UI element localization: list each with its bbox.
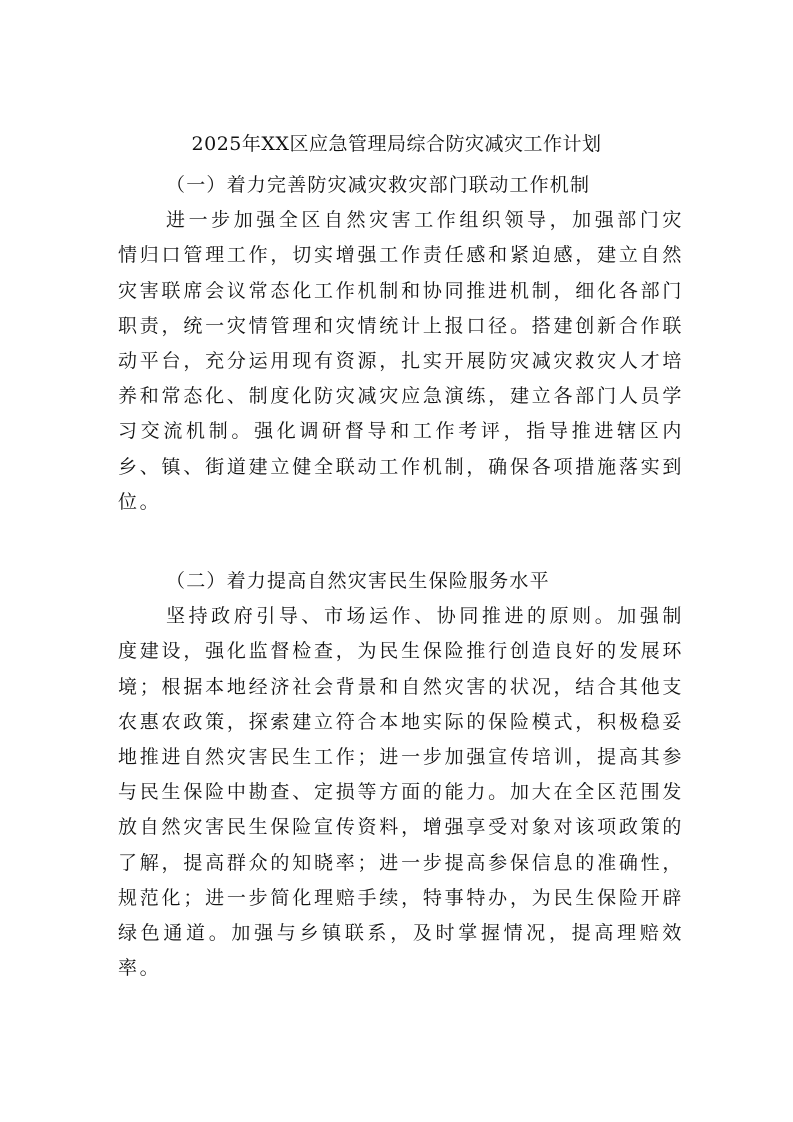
section-2-heading: （二）着力提高自然灾害民生保险服务水平 <box>166 570 550 592</box>
section-2 <box>118 564 684 986</box>
document-title: 2025年XX区应急管理局综合防灾减灾工作计划 <box>191 133 602 155</box>
section-2-paragraph: 坚持政府引导、市场运作、协同推进的原则。加强制度建设，强化监督检查，为民生保险推行创造良好的发展环境；根据本地经济社会背景和自然灾害的状况，结合其他支农惠农政策，探索建立符合本地实际的保险模式，积极稳妥地推进自然灾害民生工作；进一步加强宣传培训，提高其参与民生保险中勘查、定损等方面的能力。加大在全区范围发放自然灾害民生保险宣传资料，增强享受对象对该项政策的了解，提高群众的知晓率；进一步提高参保信息的准确性，规范化；进一步简化理赔手续，特事特办，为民生保险开辟绿色通道。加强与乡镇联系，及时掌握情况，提高理赔效率。 <box>118 605 684 980</box>
section-1-heading: （一）着力完善防灾减灾救灾部门联动工作机制 <box>166 174 591 196</box>
section-1 <box>118 168 684 520</box>
section-1-paragraph: 进一步加强全区自然灾害工作组织领导，加强部门灾情归口管理工作，切实增强工作责任感和紧迫感，建立自然灾害联席会议常态化工作机制和协同推进机制，细化各部门职责，统一灾情管理和灾情统计上报口径。搭建创新合作联动平台，充分运用现有资源，扎实开展防灾减灾救灾人才培养和常态化、制度化防灾减灾应急演练，建立各部门人员学习交流机制。强化调研督导和工作考评，指导推进辖区内乡、镇、街道建立健全联动工作机制，确保各项措施落实到位。 <box>118 209 684 513</box>
